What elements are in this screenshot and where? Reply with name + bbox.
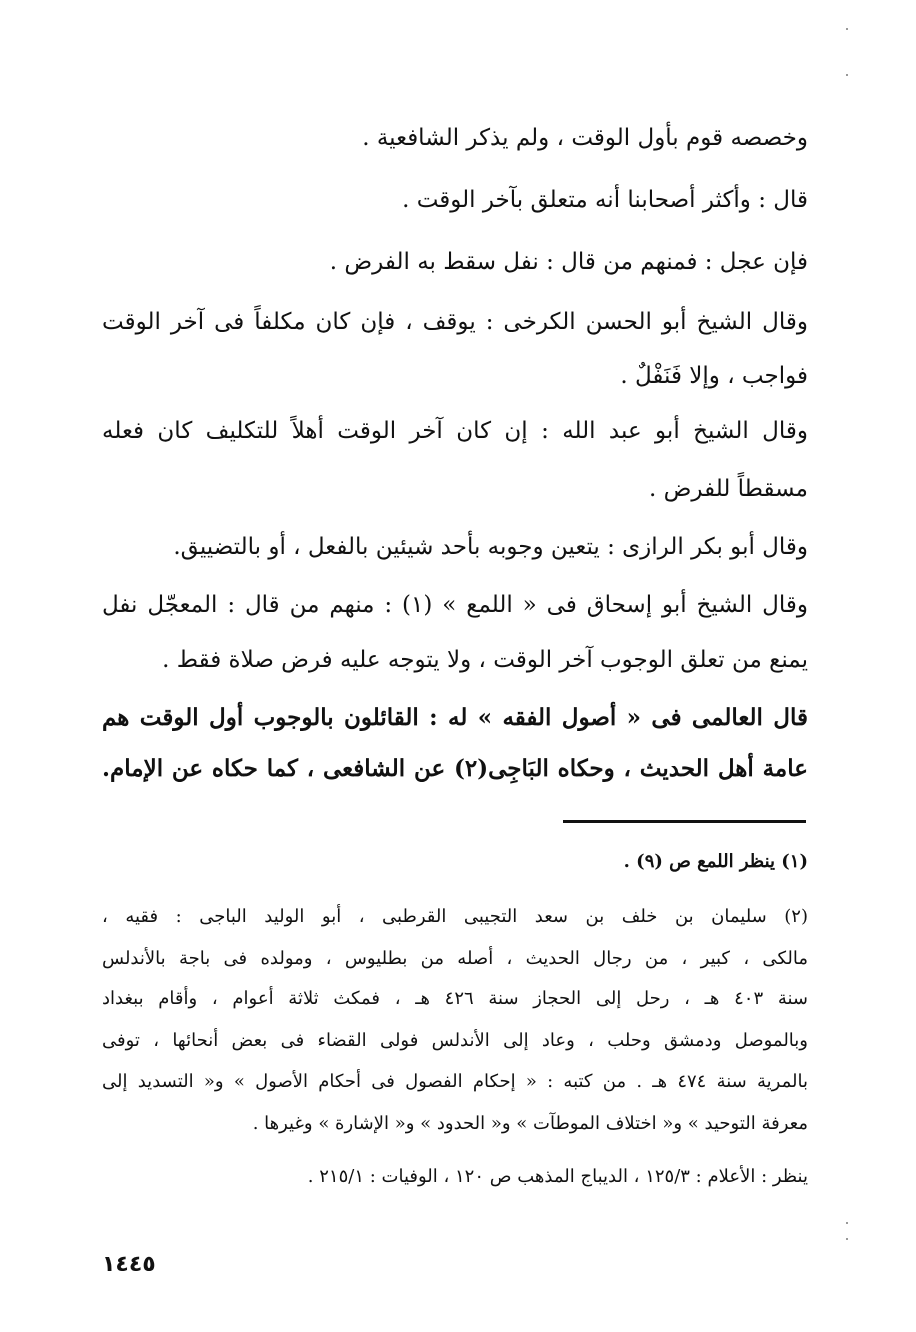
footnote-2-line-6: معرفة التوحيد » و« اختلاف الموطآت » و« الحدود » و« الإشارة » وغيرها . bbox=[252, 1113, 808, 1134]
paragraph-2-line-1: قال : وأكثر أصحابنا أنه متعلق بآخر الوقت . bbox=[402, 187, 808, 213]
paragraph-4-line-1: وقال الشيخ أبو الحسن الكرخى : يوقف ، فإن كان مكلفاً فى آخر الوقت bbox=[102, 309, 808, 335]
footnote-2-line-2: مالكى ، كبير ، من رجال الحديث ، أصله من بطليوس ، ومولده فى باجة بالأندلس bbox=[102, 948, 808, 969]
footnote-1: (١) ينظر اللمع ص (٩) . bbox=[623, 851, 808, 872]
footnote-separator bbox=[563, 820, 806, 823]
scan-speck bbox=[846, 74, 848, 76]
scan-speck bbox=[846, 1222, 848, 1224]
paragraph-8-line-1: قال العالمى فى « أصول الفقه » له : القائلون بالوجوب أول الوقت هم bbox=[102, 704, 808, 731]
page-number: ١٤٤٥ bbox=[102, 1252, 156, 1277]
footnote-references: ينظر : الأعلام : ١٢٥/٣ ، الديباج المذهب ص ١٢٠ ، الوفيات : ٢١٥/١ . bbox=[307, 1166, 808, 1187]
paragraph-5-line-1: وقال الشيخ أبو عبد الله : إن كان آخر الوقت أهلاً للتكليف كان فعله bbox=[102, 418, 808, 444]
paragraph-8-line-2: عامة أهل الحديث ، وحكاه البَاجِى(٢) عن الشافعى ، كما حكاه عن الإمام. bbox=[102, 755, 808, 782]
paragraph-5-line-2: مسقطاً للفرض . bbox=[648, 476, 808, 502]
paragraph-3-line-1: فإن عجل : فمنهم من قال : نفل سقط به الفرض . bbox=[329, 249, 808, 275]
paragraph-7-line-1: وقال الشيخ أبو إسحاق فى « اللمع » (١) : منهم من قال : المعجّل نفل bbox=[102, 592, 808, 618]
footnote-2-line-1: (٢) سليمان بن خلف بن سعد التجيبى القرطبى ، أبو الوليد الباجى : فقيه ، bbox=[102, 906, 808, 927]
paragraph-4-line-2: فواجب ، وإلا فَنَفْلٌ . bbox=[620, 363, 808, 389]
scan-speck bbox=[846, 1238, 848, 1240]
footnote-2-line-3: سنة ٤٠٣ هـ ، رحل إلى الحجاز سنة ٤٢٦ هـ ، فمكث ثلاثة أعوام ، وأقام ببغداد bbox=[102, 988, 808, 1009]
footnote-2-line-5: بالمرية سنة ٤٧٤ هـ . من كتبه : « إحكام الفصول فى أحكام الأصول » و« التسديد إلى bbox=[102, 1071, 808, 1092]
paragraph-1-line-1: وخصصه قوم بأول الوقت ، ولم يذكر الشافعية . bbox=[362, 125, 808, 151]
paragraph-7-line-2: يمنع من تعلق الوجوب آخر الوقت ، ولا يتوجه عليه فرض صلاة فقط . bbox=[162, 647, 808, 673]
footnote-2-line-4: وبالموصل ودمشق وحلب ، وعاد إلى الأندلس فولى القضاء فى بعض أنحائها ، توفى bbox=[102, 1030, 808, 1051]
paragraph-6-line-1: وقال أبو بكر الرازى : يتعين وجوبه بأحد شيئين بالفعل ، أو بالتضييق. bbox=[173, 534, 808, 560]
scan-speck bbox=[846, 28, 848, 30]
